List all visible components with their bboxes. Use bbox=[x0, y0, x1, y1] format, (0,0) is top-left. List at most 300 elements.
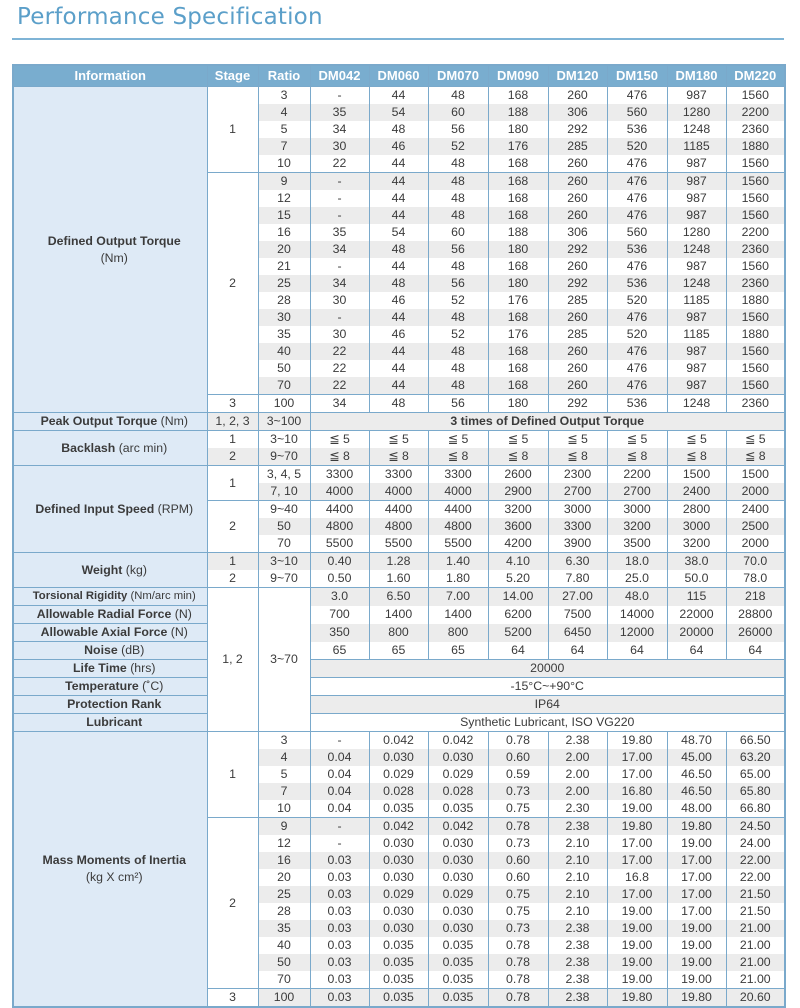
value-cell: 800 bbox=[428, 624, 488, 642]
row-label-name: Mass Moments of Inertia bbox=[42, 853, 186, 867]
value-cell: 2200 bbox=[726, 104, 785, 121]
value-cell: 476 bbox=[607, 155, 667, 173]
row-label bbox=[13, 588, 207, 606]
value-cell: - bbox=[310, 87, 369, 105]
value-cell: 44 bbox=[369, 173, 428, 191]
value-cell: 48 bbox=[369, 121, 428, 138]
ratio-cell: 3, 4, 5 bbox=[258, 466, 310, 484]
value-cell: 1185 bbox=[667, 292, 726, 309]
value-cell: - bbox=[310, 835, 369, 852]
value-cell: 1880 bbox=[726, 326, 785, 343]
value-cell: 176 bbox=[488, 138, 548, 155]
value-cell: - bbox=[310, 207, 369, 224]
value-cell: 1560 bbox=[726, 343, 785, 360]
value-cell: 987 bbox=[667, 190, 726, 207]
value-cell: 48.70 bbox=[667, 732, 726, 750]
value-cell: 48 bbox=[428, 87, 488, 105]
value-cell: ≦ 5 bbox=[369, 431, 428, 449]
value-cell: 0.029 bbox=[369, 886, 428, 903]
ratio-cell: 15 bbox=[258, 207, 310, 224]
value-cell: 1.80 bbox=[428, 570, 488, 588]
value-cell: 0.030 bbox=[428, 852, 488, 869]
value-cell: 3300 bbox=[369, 466, 428, 484]
value-cell: 3300 bbox=[548, 518, 607, 535]
table-body bbox=[13, 87, 785, 1008]
value-cell: 1880 bbox=[726, 292, 785, 309]
value-cell: 176 bbox=[488, 292, 548, 309]
value-cell: 0.035 bbox=[369, 989, 428, 1008]
value-cell: 46 bbox=[369, 138, 428, 155]
ratio-cell: 28 bbox=[258, 292, 310, 309]
value-cell: 2360 bbox=[726, 395, 785, 413]
value-cell: 292 bbox=[548, 275, 607, 292]
title-divider bbox=[12, 38, 784, 40]
value-cell: 2.10 bbox=[548, 869, 607, 886]
value-cell: 0.030 bbox=[369, 852, 428, 869]
ratio-cell: 21 bbox=[258, 258, 310, 275]
value-cell: 0.03 bbox=[310, 903, 369, 920]
value-cell: 0.03 bbox=[310, 920, 369, 937]
value-cell: 30 bbox=[310, 326, 369, 343]
value-cell: 1.40 bbox=[428, 553, 488, 571]
ratio-cell: 16 bbox=[258, 852, 310, 869]
ratio-cell: 70 bbox=[258, 971, 310, 989]
value-cell: 38.0 bbox=[667, 553, 726, 571]
value-cell: 168 bbox=[488, 155, 548, 173]
value-cell: 28800 bbox=[726, 606, 785, 624]
header-dm060: DM060 bbox=[369, 65, 428, 87]
value-cell: 19.00 bbox=[607, 920, 667, 937]
ratio-cell: 3~70 bbox=[258, 588, 310, 732]
value-cell: 2.38 bbox=[548, 920, 607, 937]
value-cell: 0.035 bbox=[428, 800, 488, 818]
value-cell: 44 bbox=[369, 377, 428, 395]
value-cell: 44 bbox=[369, 360, 428, 377]
value-cell: 0.03 bbox=[310, 989, 369, 1008]
value-cell: 46 bbox=[369, 326, 428, 343]
table-row bbox=[13, 413, 785, 431]
value-cell: 64 bbox=[726, 642, 785, 660]
value-cell: 1400 bbox=[428, 606, 488, 624]
value-cell: 3.0 bbox=[310, 588, 369, 606]
value-cell: 3300 bbox=[428, 466, 488, 484]
value-cell: 54 bbox=[369, 224, 428, 241]
value-cell: 48 bbox=[428, 207, 488, 224]
table-row bbox=[13, 553, 785, 571]
stage-cell: 2 bbox=[207, 570, 258, 588]
stage-cell: 2 bbox=[207, 818, 258, 989]
ratio-cell: 40 bbox=[258, 937, 310, 954]
value-cell: 260 bbox=[548, 190, 607, 207]
value-cell: 65.00 bbox=[726, 766, 785, 783]
value-cell: 45.00 bbox=[667, 749, 726, 766]
value-cell: 56 bbox=[428, 121, 488, 138]
value-cell: 66.80 bbox=[726, 800, 785, 818]
value-cell: 260 bbox=[548, 173, 607, 191]
value-cell: 1248 bbox=[667, 395, 726, 413]
value-cell: ≦ 5 bbox=[488, 431, 548, 449]
value-cell: 7500 bbox=[548, 606, 607, 624]
value-cell: 6450 bbox=[548, 624, 607, 642]
value-cell: 2.00 bbox=[548, 749, 607, 766]
row-label bbox=[13, 87, 207, 413]
value-cell: 2300 bbox=[548, 466, 607, 484]
value-cell: 476 bbox=[607, 207, 667, 224]
header-dm180: DM180 bbox=[667, 65, 726, 87]
value-cell: 0.78 bbox=[488, 971, 548, 989]
value-cell: 24.00 bbox=[726, 835, 785, 852]
value-cell: 260 bbox=[548, 155, 607, 173]
value-cell: 52 bbox=[428, 292, 488, 309]
row-label-name: Torsional Rigidity bbox=[32, 590, 128, 602]
value-cell: 260 bbox=[548, 258, 607, 275]
value-cell: 46 bbox=[369, 292, 428, 309]
value-cell: 21.50 bbox=[726, 886, 785, 903]
value-cell: 4400 bbox=[428, 501, 488, 519]
value-cell: 44 bbox=[369, 207, 428, 224]
value-cell: 560 bbox=[607, 224, 667, 241]
value-cell: 3000 bbox=[667, 518, 726, 535]
value-cell: 22.00 bbox=[726, 869, 785, 886]
value-cell: 3900 bbox=[548, 535, 607, 553]
value-cell: 3500 bbox=[607, 535, 667, 553]
value-cell: 2.38 bbox=[548, 732, 607, 750]
value-cell: 2.38 bbox=[548, 954, 607, 971]
value-cell: 48.00 bbox=[667, 800, 726, 818]
table-row bbox=[13, 588, 785, 606]
value-cell: 520 bbox=[607, 292, 667, 309]
value-cell: 4800 bbox=[369, 518, 428, 535]
value-cell: 0.03 bbox=[310, 852, 369, 869]
row-label-unit: (Nm) bbox=[160, 414, 188, 428]
value-cell: 17.00 bbox=[667, 903, 726, 920]
value-cell: 1560 bbox=[726, 258, 785, 275]
page-title: Performance Specification bbox=[17, 4, 323, 30]
value-cell: 4400 bbox=[369, 501, 428, 519]
value-cell: 22.00 bbox=[726, 852, 785, 869]
spanned-value: Synthetic Lubricant, ISO VG220 bbox=[310, 714, 785, 732]
value-cell: 34 bbox=[310, 121, 369, 138]
value-cell: 800 bbox=[369, 624, 428, 642]
value-cell: 17.00 bbox=[607, 886, 667, 903]
value-cell: 17.00 bbox=[607, 749, 667, 766]
value-cell: - bbox=[310, 173, 369, 191]
ratio-cell: 3~100 bbox=[258, 413, 310, 431]
value-cell: 560 bbox=[607, 104, 667, 121]
value-cell: 2360 bbox=[726, 275, 785, 292]
value-cell: 26000 bbox=[726, 624, 785, 642]
value-cell: 0.03 bbox=[310, 954, 369, 971]
value-cell: 987 bbox=[667, 258, 726, 275]
value-cell: 65 bbox=[428, 642, 488, 660]
value-cell: 987 bbox=[667, 173, 726, 191]
value-cell: 17.00 bbox=[667, 869, 726, 886]
ratio-cell: 4 bbox=[258, 104, 310, 121]
value-cell: 188 bbox=[488, 104, 548, 121]
row-label bbox=[13, 642, 207, 660]
value-cell: 48 bbox=[369, 241, 428, 258]
value-cell: 21.00 bbox=[726, 937, 785, 954]
value-cell: 22 bbox=[310, 377, 369, 395]
value-cell: 0.035 bbox=[428, 954, 488, 971]
value-cell: 19.80 bbox=[607, 818, 667, 836]
value-cell: 6.50 bbox=[369, 588, 428, 606]
value-cell: 0.04 bbox=[310, 800, 369, 818]
ratio-cell: 9~40 bbox=[258, 501, 310, 519]
value-cell: 1185 bbox=[667, 326, 726, 343]
value-cell: 292 bbox=[548, 121, 607, 138]
value-cell: 19.00 bbox=[667, 835, 726, 852]
value-cell: 17.00 bbox=[667, 886, 726, 903]
value-cell: 1560 bbox=[726, 309, 785, 326]
value-cell: 0.73 bbox=[488, 835, 548, 852]
value-cell: 46.50 bbox=[667, 766, 726, 783]
value-cell: 4000 bbox=[369, 483, 428, 501]
value-cell: 20.60 bbox=[726, 989, 785, 1008]
value-cell: 5500 bbox=[310, 535, 369, 553]
value-cell: 16.8 bbox=[607, 869, 667, 886]
value-cell: 2360 bbox=[726, 241, 785, 258]
value-cell: 48 bbox=[369, 395, 428, 413]
value-cell: 48 bbox=[428, 173, 488, 191]
value-cell: 30 bbox=[310, 138, 369, 155]
value-cell: 1880 bbox=[726, 138, 785, 155]
value-cell: 48 bbox=[428, 309, 488, 326]
value-cell: 0.035 bbox=[428, 971, 488, 989]
value-cell: 3200 bbox=[607, 518, 667, 535]
ratio-cell: 70 bbox=[258, 535, 310, 553]
value-cell: 21.00 bbox=[726, 971, 785, 989]
row-label bbox=[13, 678, 207, 696]
value-cell: 50.0 bbox=[667, 570, 726, 588]
value-cell: 64 bbox=[548, 642, 607, 660]
row-label bbox=[13, 431, 207, 466]
header-information: Information bbox=[13, 65, 207, 87]
row-label-name: Allowable Radial Force bbox=[36, 607, 172, 621]
value-cell: 987 bbox=[667, 377, 726, 395]
value-cell: 168 bbox=[488, 343, 548, 360]
table-row bbox=[13, 678, 785, 696]
value-cell: 0.035 bbox=[428, 937, 488, 954]
ratio-cell: 20 bbox=[258, 241, 310, 258]
value-cell: 12000 bbox=[607, 624, 667, 642]
value-cell: 0.78 bbox=[488, 954, 548, 971]
ratio-cell: 50 bbox=[258, 518, 310, 535]
value-cell: 168 bbox=[488, 360, 548, 377]
stage-cell: 1, 2 bbox=[207, 588, 258, 732]
value-cell: 1.60 bbox=[369, 570, 428, 588]
row-label-name: Weight bbox=[81, 562, 123, 577]
row-label bbox=[13, 553, 207, 588]
header-dm090: DM090 bbox=[488, 65, 548, 87]
value-cell: 1248 bbox=[667, 121, 726, 138]
value-cell: 17.00 bbox=[667, 852, 726, 869]
row-label bbox=[13, 624, 207, 642]
row-label-unit: (kg) bbox=[125, 562, 147, 577]
value-cell: 34 bbox=[310, 241, 369, 258]
value-cell: 0.59 bbox=[488, 766, 548, 783]
value-cell: 0.73 bbox=[488, 920, 548, 937]
value-cell: 4200 bbox=[488, 535, 548, 553]
value-cell: 1280 bbox=[667, 104, 726, 121]
value-cell: 2700 bbox=[607, 483, 667, 501]
header-dm220: DM220 bbox=[726, 65, 785, 87]
stage-cell: 2 bbox=[207, 173, 258, 395]
row-label-name: Protection Rank bbox=[67, 697, 162, 711]
value-cell: 1500 bbox=[726, 466, 785, 484]
value-cell: 19.80 bbox=[667, 989, 726, 1008]
value-cell: 56 bbox=[428, 241, 488, 258]
value-cell: 700 bbox=[310, 606, 369, 624]
row-label bbox=[13, 413, 207, 431]
stage-cell: 3 bbox=[207, 989, 258, 1008]
value-cell: 63.20 bbox=[726, 749, 785, 766]
value-cell: 0.030 bbox=[428, 749, 488, 766]
value-cell: 19.00 bbox=[607, 971, 667, 989]
value-cell: 64 bbox=[607, 642, 667, 660]
value-cell: 44 bbox=[369, 87, 428, 105]
table-row bbox=[13, 660, 785, 678]
value-cell: 350 bbox=[310, 624, 369, 642]
stage-cell: 1 bbox=[207, 732, 258, 818]
value-cell: 0.04 bbox=[310, 766, 369, 783]
ratio-cell: 5 bbox=[258, 121, 310, 138]
stage-cell: 1 bbox=[207, 553, 258, 571]
value-cell: 48.0 bbox=[607, 588, 667, 606]
value-cell: 0.042 bbox=[428, 818, 488, 836]
value-cell: 16.80 bbox=[607, 783, 667, 800]
value-cell: - bbox=[310, 818, 369, 836]
ratio-cell: 9~70 bbox=[258, 570, 310, 588]
value-cell: 52 bbox=[428, 326, 488, 343]
value-cell: 19.00 bbox=[607, 903, 667, 920]
value-cell: 4400 bbox=[310, 501, 369, 519]
value-cell: 34 bbox=[310, 395, 369, 413]
peak-torque-value: 3 times of Defined Output Torque bbox=[310, 413, 785, 431]
value-cell: 2.10 bbox=[548, 852, 607, 869]
value-cell: 0.028 bbox=[369, 783, 428, 800]
value-cell: 0.75 bbox=[488, 800, 548, 818]
value-cell: 2.38 bbox=[548, 818, 607, 836]
header-dm042: DM042 bbox=[310, 65, 369, 87]
value-cell: 54 bbox=[369, 104, 428, 121]
value-cell: - bbox=[310, 258, 369, 275]
value-cell: 0.50 bbox=[310, 570, 369, 588]
header-dm120: DM120 bbox=[548, 65, 607, 87]
value-cell: 34 bbox=[310, 275, 369, 292]
ratio-cell: 30 bbox=[258, 309, 310, 326]
ratio-cell: 35 bbox=[258, 920, 310, 937]
ratio-cell: 9 bbox=[258, 173, 310, 191]
performance-spec-table bbox=[12, 64, 786, 1008]
value-cell: 292 bbox=[548, 241, 607, 258]
spanned-value: -15°C~+90°C bbox=[310, 678, 785, 696]
ratio-cell: 7 bbox=[258, 783, 310, 800]
value-cell: 0.04 bbox=[310, 783, 369, 800]
spanned-value: 20000 bbox=[310, 660, 785, 678]
ratio-cell: 50 bbox=[258, 360, 310, 377]
value-cell: 476 bbox=[607, 377, 667, 395]
value-cell: 1560 bbox=[726, 173, 785, 191]
ratio-cell: 9 bbox=[258, 818, 310, 836]
ratio-cell: 16 bbox=[258, 224, 310, 241]
value-cell: 19.00 bbox=[667, 954, 726, 971]
value-cell: 6.30 bbox=[548, 553, 607, 571]
value-cell: 0.028 bbox=[428, 783, 488, 800]
value-cell: 2000 bbox=[726, 535, 785, 553]
value-cell: 65 bbox=[369, 642, 428, 660]
value-cell: 44 bbox=[369, 155, 428, 173]
value-cell: 476 bbox=[607, 190, 667, 207]
value-cell: 65.80 bbox=[726, 783, 785, 800]
value-cell: 0.030 bbox=[369, 903, 428, 920]
value-cell: 2.00 bbox=[548, 783, 607, 800]
row-label bbox=[13, 606, 207, 624]
value-cell: 0.030 bbox=[428, 920, 488, 937]
value-cell: 168 bbox=[488, 309, 548, 326]
value-cell: 4000 bbox=[310, 483, 369, 501]
ratio-cell: 4 bbox=[258, 749, 310, 766]
value-cell: 476 bbox=[607, 87, 667, 105]
value-cell: 987 bbox=[667, 207, 726, 224]
value-cell: 1560 bbox=[726, 377, 785, 395]
value-cell: 18.0 bbox=[607, 553, 667, 571]
ratio-cell: 10 bbox=[258, 155, 310, 173]
value-cell: 19.80 bbox=[667, 818, 726, 836]
value-cell: 0.042 bbox=[369, 732, 428, 750]
value-cell: 476 bbox=[607, 258, 667, 275]
value-cell: 1560 bbox=[726, 360, 785, 377]
value-cell: 22 bbox=[310, 155, 369, 173]
value-cell: - bbox=[310, 309, 369, 326]
value-cell: 168 bbox=[488, 190, 548, 207]
value-cell: 48 bbox=[428, 377, 488, 395]
value-cell: ≦ 5 bbox=[310, 431, 369, 449]
value-cell: 21.00 bbox=[726, 920, 785, 937]
value-cell: 0.03 bbox=[310, 971, 369, 989]
value-cell: 476 bbox=[607, 309, 667, 326]
row-label-unit: (kg X cm²) bbox=[85, 870, 143, 884]
value-cell: 70.0 bbox=[726, 553, 785, 571]
table-row bbox=[13, 466, 785, 484]
value-cell: 1185 bbox=[667, 138, 726, 155]
row-label-unit: (hrs) bbox=[130, 661, 156, 675]
value-cell: 0.60 bbox=[488, 869, 548, 886]
value-cell: 35 bbox=[310, 104, 369, 121]
value-cell: 0.78 bbox=[488, 937, 548, 954]
value-cell: 2.30 bbox=[548, 800, 607, 818]
value-cell: 0.035 bbox=[428, 989, 488, 1008]
value-cell: 0.73 bbox=[488, 783, 548, 800]
value-cell: 6200 bbox=[488, 606, 548, 624]
table-row bbox=[13, 624, 785, 642]
value-cell: 2600 bbox=[488, 466, 548, 484]
value-cell: 987 bbox=[667, 155, 726, 173]
table-row bbox=[13, 431, 785, 449]
value-cell: 22 bbox=[310, 360, 369, 377]
value-cell: 3600 bbox=[488, 518, 548, 535]
table-row bbox=[13, 606, 785, 624]
ratio-cell: 3 bbox=[258, 87, 310, 105]
row-label-unit: (N) bbox=[170, 625, 188, 639]
ratio-cell: 7, 10 bbox=[258, 483, 310, 501]
value-cell: ≦ 8 bbox=[369, 448, 428, 466]
value-cell: 520 bbox=[607, 326, 667, 343]
value-cell: 17.00 bbox=[607, 766, 667, 783]
value-cell: 176 bbox=[488, 326, 548, 343]
ratio-cell: 3~10 bbox=[258, 431, 310, 449]
row-label-name: Defined Input Speed bbox=[35, 501, 155, 516]
